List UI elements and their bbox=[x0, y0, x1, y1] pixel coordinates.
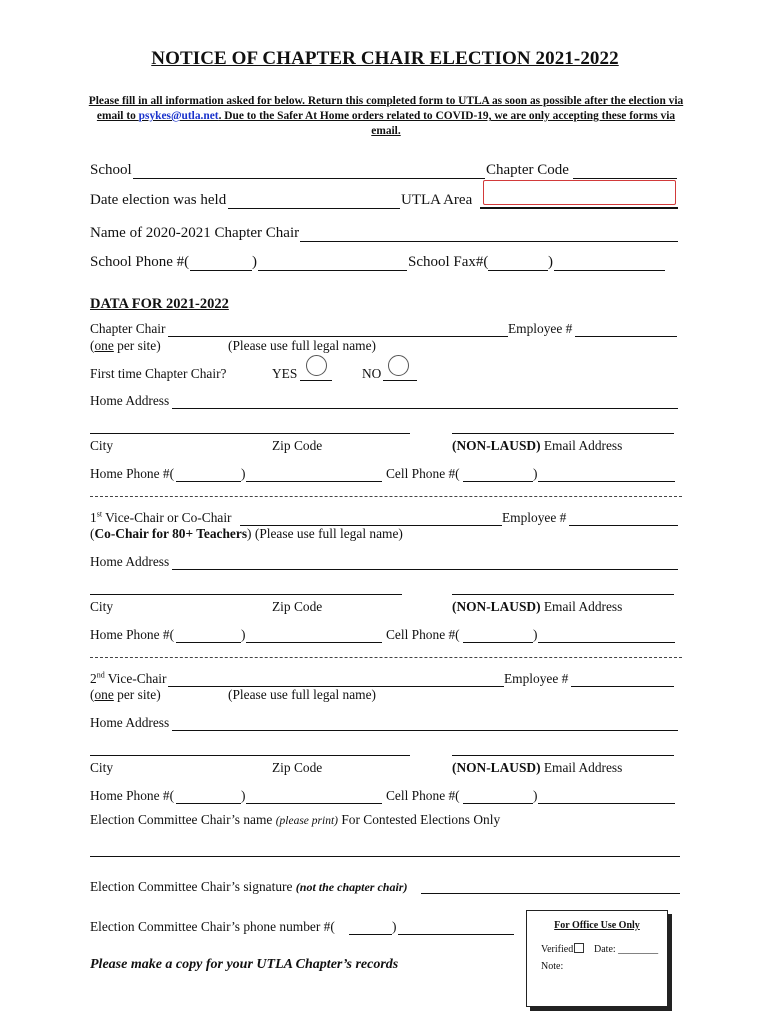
city-label: City bbox=[90, 438, 114, 453]
school-phone-field[interactable] bbox=[258, 270, 407, 271]
vc2-city-zip-field[interactable] bbox=[90, 755, 410, 756]
home-address-field[interactable] bbox=[172, 408, 678, 409]
vc2-home-address-field[interactable] bbox=[172, 730, 678, 731]
email-label: (NON-LAUSD) Email Address bbox=[452, 438, 623, 453]
cochair-note: (Co-Chair for 80+ Teachers) (Please use full legal name) bbox=[90, 526, 403, 541]
section-title: DATA FOR 2021-2022 bbox=[90, 296, 229, 312]
one-per-site: (one per site) bbox=[90, 687, 161, 702]
vc2-home-phone-area-field[interactable] bbox=[176, 803, 241, 804]
paren-close: ) bbox=[533, 627, 538, 642]
cell-phone-label: Cell Phone #( bbox=[386, 466, 460, 481]
paren-close: ) bbox=[241, 466, 246, 481]
vc2-employee-label: Employee # bbox=[504, 671, 569, 686]
vc1-city-zip-field[interactable] bbox=[90, 594, 402, 595]
no-field[interactable] bbox=[383, 380, 417, 381]
committee-phone-area-field[interactable] bbox=[349, 934, 392, 935]
vc1-employee-field[interactable] bbox=[569, 525, 678, 526]
zip-label: Zip Code bbox=[272, 438, 323, 453]
paren-close: ) bbox=[548, 254, 553, 270]
chapter-code-highlight-box[interactable] bbox=[483, 180, 676, 205]
vc1-home-phone-field[interactable] bbox=[246, 642, 382, 643]
school-fax-field[interactable] bbox=[554, 270, 665, 271]
legal-name-note: (Please use full legal name) bbox=[228, 338, 376, 353]
cell-phone-field[interactable] bbox=[538, 481, 675, 482]
committee-signature-field[interactable] bbox=[421, 893, 680, 894]
home-phone-label: Home Phone #( bbox=[90, 627, 175, 642]
first-time-label: First time Chapter Chair? bbox=[90, 366, 227, 381]
chapter-chair-field[interactable] bbox=[168, 336, 508, 337]
verified-checkbox[interactable] bbox=[574, 943, 584, 953]
vice-chair-2-label: 2nd Vice-Chair bbox=[90, 670, 167, 686]
office-use-box bbox=[526, 910, 668, 1007]
yes-field[interactable] bbox=[300, 380, 332, 381]
school-fax-area-field[interactable] bbox=[488, 270, 548, 271]
no-label: NO bbox=[362, 366, 382, 381]
chair-employee-label: Employee # bbox=[508, 321, 573, 336]
vc2-cell-phone-field[interactable] bbox=[538, 803, 675, 804]
vc1-cell-phone-area-field[interactable] bbox=[463, 642, 533, 643]
instructions-text-2: . Due to the Safer At Home orders related to COVID-19, we are only accepting these forms via email. bbox=[218, 110, 676, 137]
home-address-label: Home Address bbox=[90, 554, 170, 569]
instructions bbox=[86, 94, 686, 139]
vice-chair-1-label: 1st Vice-Chair or Co-Chair bbox=[90, 509, 232, 525]
email-field[interactable] bbox=[452, 433, 674, 434]
vc1-cell-phone-field[interactable] bbox=[538, 642, 675, 643]
section-divider bbox=[90, 496, 682, 497]
school-label: School bbox=[90, 162, 132, 178]
no-circle[interactable] bbox=[388, 355, 409, 376]
home-address-label: Home Address bbox=[90, 393, 170, 408]
chapter-chair-label: Chapter Chair bbox=[90, 321, 166, 336]
school-phone-label: School Phone #( bbox=[90, 254, 190, 270]
vc2-email-field[interactable] bbox=[452, 755, 674, 756]
committee-phone-label: Election Committee Chair’s phone number #( bbox=[90, 919, 335, 934]
email-label: (NON-LAUSD) Email Address bbox=[452, 760, 623, 775]
yes-label: YES bbox=[272, 366, 298, 381]
legal-name-note: (Please use full legal name) bbox=[228, 687, 376, 702]
email-label: (NON-LAUSD) Email Address bbox=[452, 599, 623, 614]
prior-chair-field[interactable] bbox=[300, 241, 678, 242]
chapter-code-field[interactable] bbox=[573, 178, 677, 179]
chapter-code-label: Chapter Code bbox=[486, 162, 569, 178]
office-note-label: Note: bbox=[541, 961, 564, 972]
yes-circle[interactable] bbox=[306, 355, 327, 376]
paren-close: ) bbox=[533, 788, 538, 803]
home-phone-area-field[interactable] bbox=[176, 481, 241, 482]
home-address-label: Home Address bbox=[90, 715, 170, 730]
vc2-cell-phone-area-field[interactable] bbox=[463, 803, 533, 804]
committee-name-field[interactable] bbox=[90, 856, 680, 857]
school-phone-area-field[interactable] bbox=[190, 270, 252, 271]
date-held-label: Date election was held bbox=[90, 192, 227, 208]
vc1-email-field[interactable] bbox=[452, 594, 674, 595]
school-field[interactable] bbox=[133, 178, 485, 179]
email-link[interactable]: psykes@utla.net bbox=[138, 110, 219, 122]
city-label: City bbox=[90, 760, 114, 775]
committee-phone-field[interactable] bbox=[398, 934, 514, 935]
home-phone-label: Home Phone #( bbox=[90, 788, 175, 803]
vc1-home-address-field[interactable] bbox=[172, 569, 678, 570]
utla-area-label: UTLA Area bbox=[401, 192, 473, 208]
city-label: City bbox=[90, 599, 114, 614]
utla-area-field[interactable] bbox=[480, 207, 678, 209]
prior-chair-label: Name of 2020-2021 Chapter Chair bbox=[90, 225, 300, 241]
vc1-home-phone-area-field[interactable] bbox=[176, 642, 241, 643]
paren-close: ) bbox=[533, 466, 538, 481]
office-date-label: Date: ________ bbox=[594, 944, 659, 955]
verified-label: Verified bbox=[541, 943, 584, 955]
cell-phone-area-field[interactable] bbox=[463, 481, 533, 482]
committee-name-label: Election Committee Chair’s name (please print) For Contested Elections Only bbox=[90, 812, 501, 827]
home-phone-label: Home Phone #( bbox=[90, 466, 175, 481]
section-divider bbox=[90, 657, 682, 658]
copy-note: Please make a copy for your UTLA Chapter’s records bbox=[90, 957, 399, 972]
paren-close: ) bbox=[252, 254, 257, 270]
vc2-employee-field[interactable] bbox=[571, 686, 674, 687]
chair-employee-field[interactable] bbox=[575, 336, 677, 337]
zip-label: Zip Code bbox=[272, 760, 323, 775]
date-held-field[interactable] bbox=[228, 208, 400, 209]
paren-close: ) bbox=[241, 788, 246, 803]
vc1-employee-label: Employee # bbox=[502, 510, 567, 525]
paren-close: ) bbox=[392, 919, 397, 934]
paren-close: ) bbox=[241, 627, 246, 642]
committee-signature-label: Election Committee Chair’s signature (not the chapter chair) bbox=[90, 879, 408, 894]
office-use-title: For Office Use Only bbox=[554, 920, 640, 931]
zip-label: Zip Code bbox=[272, 599, 323, 614]
vc2-home-phone-field[interactable] bbox=[246, 803, 382, 804]
city-zip-field[interactable] bbox=[90, 433, 410, 434]
school-fax-label: School Fax#( bbox=[408, 254, 489, 270]
cell-phone-label: Cell Phone #( bbox=[386, 788, 460, 803]
home-phone-field[interactable] bbox=[246, 481, 382, 482]
cell-phone-label: Cell Phone #( bbox=[386, 627, 460, 642]
one-per-site: (one per site) bbox=[90, 338, 161, 353]
instructions-text: Please fill in all information asked for below. Return this completed form to UTLA as soon as possible after the election via email to bbox=[88, 95, 684, 122]
page-title: NOTICE OF CHAPTER CHAIR ELECTION 2021-2022 bbox=[151, 48, 619, 69]
